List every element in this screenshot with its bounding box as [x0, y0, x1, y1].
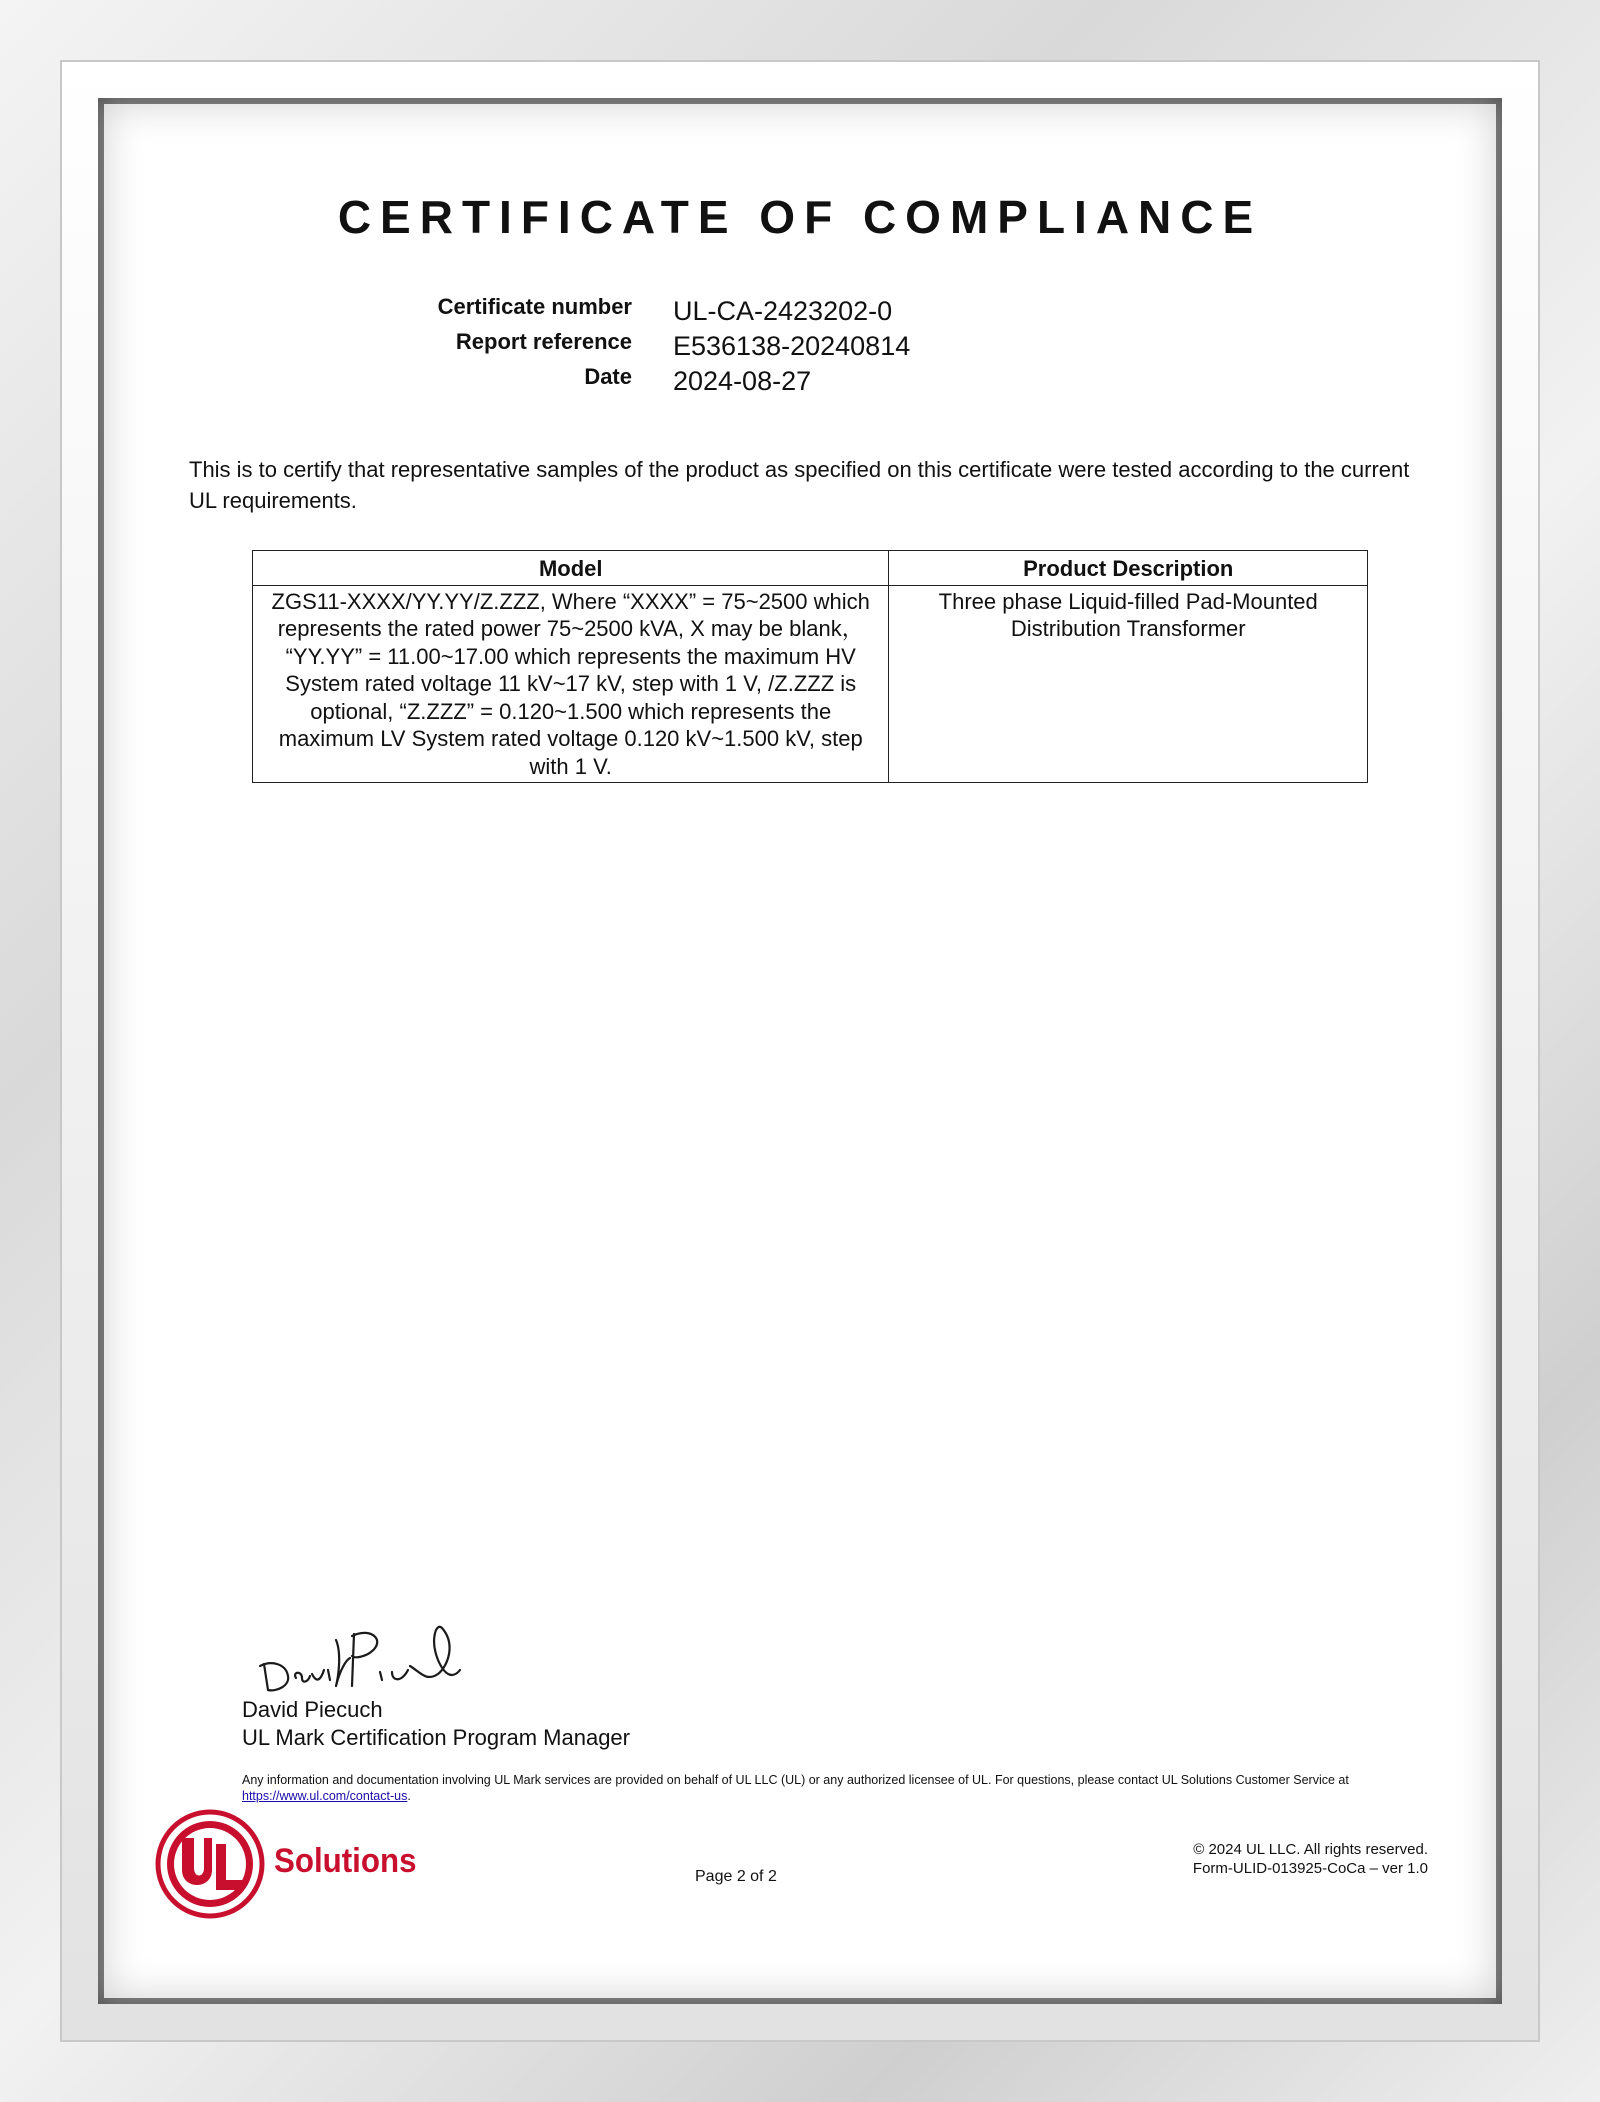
date-value: 2024-08-27 — [673, 366, 812, 396]
signer-name: David Piecuch — [242, 1697, 383, 1722]
copyright-text: © 2024 UL LLC. All rights reserved. — [1193, 1841, 1428, 1858]
product-table — [252, 550, 1368, 783]
certification-statement: This is to certify that representative samples of the product as specified on this certificate were tested according to the current UL requirements. — [189, 457, 1410, 513]
signer-title: UL Mark Certification Program Manager — [242, 1725, 630, 1750]
disclaimer-text — [242, 1772, 1422, 1804]
product-description-cell: Three phase Liquid-filled Pad-Mounted Distribution Transformer — [889, 585, 1368, 783]
table-header-row — [253, 551, 1368, 586]
meta-row-certificate-number — [0, 294, 1600, 328]
table-row — [253, 585, 1368, 783]
meta-row-date — [0, 364, 1600, 398]
certificate-number-label: Certificate number — [437, 294, 632, 319]
logo-solutions-text: Solutions — [274, 1842, 417, 1880]
date-label: Date — [584, 364, 632, 389]
disclaimer-body: Any information and documentation involving UL Mark services are provided on behalf of UL LLC (UL) or any authorized licensee of UL. For questions, please contact UL Solutions Customer Service at — [242, 1773, 1349, 1787]
handwritten-signature — [242, 1620, 482, 1700]
page-number: Page 2 of 2 — [695, 1868, 777, 1885]
ul-circle-mark-icon — [150, 1804, 270, 1924]
report-reference-value: E536138-20240814 — [673, 331, 911, 361]
certificate-number-value: UL-CA-2423202-0 — [673, 296, 893, 326]
copyright-block — [1193, 1840, 1428, 1878]
model-cell: ZGS11-XXXX/YY.YY/Z.ZZZ, Where “XXXX” = 75~2500 which represents the rated power 75~2500 kVA, X may be blank， “YY.YY” = 11.00~17.00 which represents the maximum HV System rated voltage 11 kV~17 kV, step with 1 V, /Z.ZZZ is optional, “Z.ZZZ” = 0.120~1.500 which represents the maximum LV System rated voltage 0.120 kV~1.500 kV, step with 1 V. — [253, 585, 889, 783]
disclaimer-trailing: . — [407, 1789, 411, 1803]
column-header-model: Model — [253, 551, 889, 586]
form-version: Form-ULID-013925-CoCa – ver 1.0 — [1192, 1860, 1428, 1877]
report-reference-label: Report reference — [455, 329, 632, 354]
ul-solutions-logo — [150, 1804, 270, 1929]
certificate-title: CERTIFICATE OF COMPLIANCE — [337, 191, 1263, 243]
column-header-product-description: Product Description — [889, 551, 1368, 586]
meta-row-report-reference — [0, 329, 1600, 363]
contact-us-link[interactable]: https://www.ul.com/contact-us — [242, 1789, 408, 1803]
